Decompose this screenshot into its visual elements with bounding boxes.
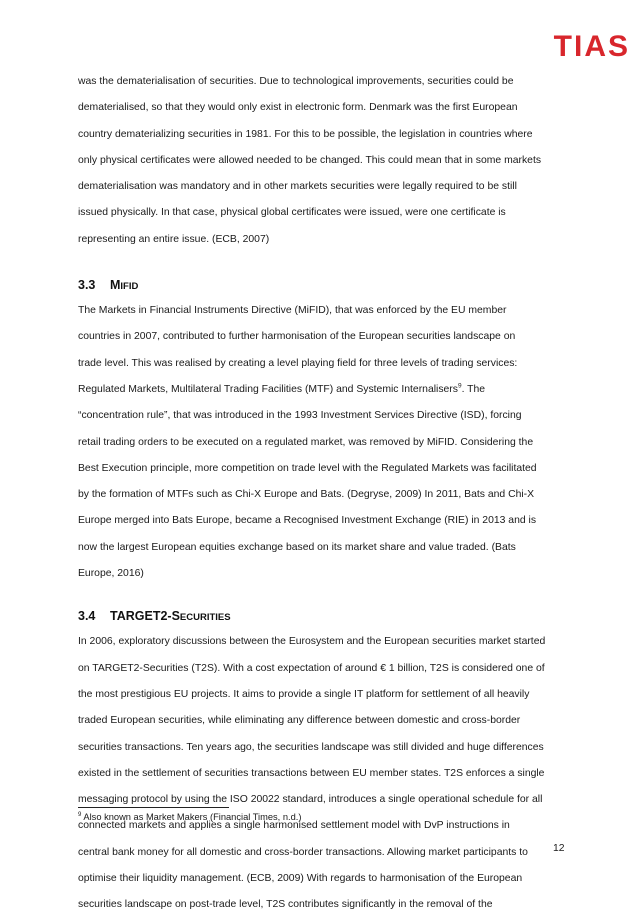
- text-line: on TARGET2-Securities (T2S). With a cost expectation of around € 1 billion, T2S is considered one of: [78, 662, 545, 674]
- section-title-main: TARGET2-S: [110, 609, 180, 624]
- mifid-paragraph: [78, 298, 564, 587]
- section-number: 3.4: [78, 609, 96, 624]
- text-line: Best Execution principle, more competition on trade level with the Regulated Markets was facilitated: [78, 462, 537, 474]
- text-line: trade level. This was realised by creating a level playing field for three levels of trading services:: [78, 357, 518, 369]
- text-line: by the formation of MTFs such as Chi-X Europe and Bats. (Degryse, 2009) In 2011, Bats and Chi-X: [78, 489, 535, 501]
- section-number: 3.3: [78, 278, 96, 293]
- section-title-rest: ECURITIES: [179, 612, 231, 624]
- text-line: existed in the settlement of securities transactions between EU member states. T2S enforces a single: [78, 767, 545, 779]
- text-line: now the largest European equities exchange based on its market share and value traded. (Bats: [78, 541, 516, 553]
- t2s-paragraph: [78, 629, 564, 918]
- text-line: The Markets in Financial Instruments Directive (MiFID), that was enforced by the EU member: [78, 305, 507, 317]
- section-title-rest: IFID: [120, 281, 139, 293]
- text-line: securities landscape on post-trade level, T2S contributes significantly in the removal of the: [78, 899, 493, 911]
- text-line: retail trading orders to be executed on a regulated market, was removed by MiFID. Considering the: [78, 436, 534, 448]
- text-line: connected markets and applies a single harmonised settlement model with DvP instructions in: [78, 820, 510, 832]
- page-content: [78, 69, 564, 919]
- text-line: Europe merged into Bats Europe, became a Recognised Investment Exchange (RIE) in 2013 and is: [78, 515, 537, 527]
- section-heading-target2-securities: [78, 603, 564, 629]
- text-line: dematerialised, so that they would only exist in electronic form. Denmark was the first European: [78, 102, 518, 114]
- text-line: In 2006, exploratory discussions between the Eurosystem and the European securities market started: [78, 636, 546, 648]
- text-line: only physical certificates were allowed needed to be changed. This could mean that in some markets: [78, 154, 542, 166]
- page-number: 12: [553, 843, 565, 854]
- text-segment: Regulated Markets, Multilateral Trading Facilities (MTF) and Systemic Internalisers: [78, 383, 458, 395]
- text-line: “concentration rule”, that was introduced in the 1993 Investment Services Directive (ISD), forcing: [78, 410, 522, 422]
- footnote-separator: [78, 807, 229, 808]
- text-line: traded European securities, while eliminating any difference between domestic and cross-border: [78, 715, 521, 727]
- text-line: dematerialisation was mandatory and in other markets securities were legally required to be still: [78, 181, 517, 193]
- text-line: Europe, 2016): [78, 568, 144, 580]
- text-line: securities transactions. Ten years ago, the securities landscape was still divided and huge differences: [78, 741, 544, 753]
- text-line: issued physically. In that case, physical global certificates were issued, were one certificate is: [78, 207, 506, 219]
- text-line: representing an entire issue. (ECB, 2007): [78, 233, 270, 245]
- section-title-initial: M: [110, 278, 121, 293]
- tias-logo: TIAS: [553, 30, 630, 63]
- text-line: was the dematerialisation of securities. Due to technological improvements, securities could be: [78, 76, 514, 87]
- footnote-reference[interactable]: 9: [457, 382, 462, 390]
- text-line: countries in 2007, contributed to further harmonisation of the European securities landscape on: [78, 331, 516, 343]
- footnote-number: 9: [78, 811, 82, 818]
- text-line: the most prestigious EU projects. It aims to provide a single IT platform for settlement of all heavily: [78, 688, 530, 700]
- text-line: [78, 377, 564, 403]
- text-line: country dematerializing securities in 1981. For this to be possible, the legislation in countries where: [78, 128, 533, 140]
- footnote-text: Also known as Market Makers (Financial Times, n.d.): [81, 812, 302, 822]
- text-line: optimise their liquidity management. (ECB, 2009) With regards to harmonisation of the European: [78, 873, 523, 885]
- text-line: messaging protocol by using the ISO 20022 standard, introduces a single operational schedule for all: [78, 794, 543, 806]
- text-line: central bank money for all domestic and cross-border transactions. Allowing market participants to: [78, 846, 528, 858]
- footnote: [78, 812, 301, 822]
- intro-paragraph: [78, 69, 564, 253]
- section-heading-mifid: [78, 272, 564, 298]
- text-segment: . The: [461, 383, 486, 395]
